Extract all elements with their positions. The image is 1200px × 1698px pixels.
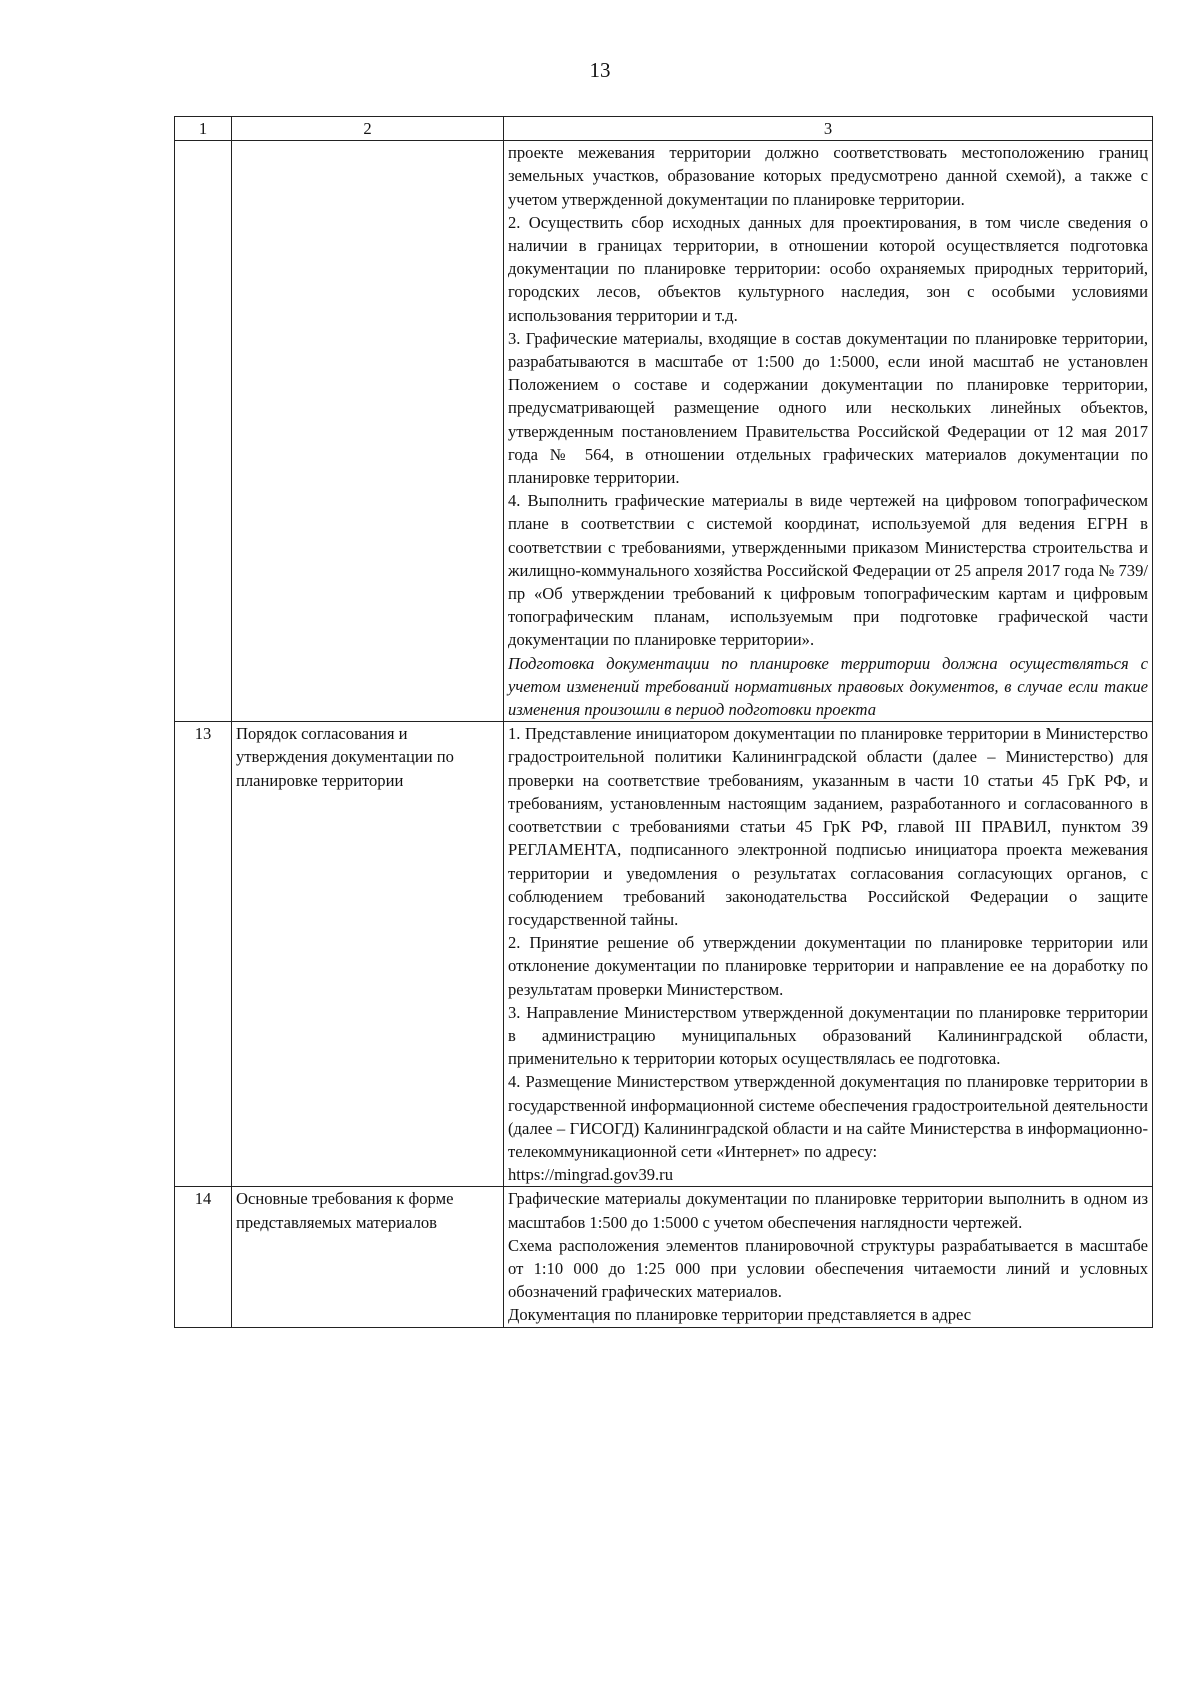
table-header-row [175,117,1153,141]
paragraph: 4. Размещение Министерством утвержденной документация по планировке территории в государственной информационной системе обеспечения градостроительной деятельности (далее – ГИСОГД) Калининградской области и на сайте Министерства в информационно-телекоммуникационной сети «Интернет» по адресу: [508,1072,1148,1161]
ministry-url: https://mingrad.gov39.ru [508,1165,674,1185]
italic-note: Подготовка документации по планировке территории должна осуществляться с учетом изменений требований нормативных правовых документов, в случае если такие изменения произошли в период подготовки проекта [508,653,1148,720]
paragraph: проекте межевания территории должно соответствовать местоположению границ земельных участков, образование которых предусмотрено данной схемой), а также с учетом утвержденной документации по планировке территории. [508,143,1148,209]
row-number [175,141,232,722]
paragraph: 2. Осуществить сбор исходных данных для проектирования, в том числе сведения о наличии в границах территории, в отношении которой осуществляется подготовка документации по планировке территории: особо охраняемых природных территорий, городских лесов, объектов культурного наследия, зон с особыми условиями использования территории и т.д. [508,212,1148,325]
row-title: Основные требования к форме представляемых материалов [232,1187,504,1327]
paragraph: 3. Графические материалы, входящие в состав документации по планировке территории, разрабатываются в масштабе от 1:500 до 1:5000, если иной масштаб не установлен Положением о составе и содержании документации по планировке территории, предусматривающей размещение одного или нескольких линейных объектов, утвержденным постановлением Правительства Российской Федерации от 12 мая 2017 года № 564, в отношении отдельных графических материалов документации по планировке территории. [508,328,1148,488]
table-row [175,141,1153,722]
table-row [175,1187,1153,1327]
paragraph: 2. Принятие решение об утверждении документации по планировке территории или отклонение документации по планировке территории и направление ее на доработку по результатам проверки Министерством. [508,933,1148,999]
header-col-3: 3 [504,117,1153,141]
row-content [504,1187,1153,1327]
paragraph: 3. Направление Министерством утвержденной документации по планировке территории в администрацию муниципальных образований Калининградской области, применительно к территории которых осуществлялась ее подготовка. [508,1002,1148,1069]
row-number: 13 [175,722,232,1187]
page-number: 13 [589,58,611,82]
requirements-table [174,116,1153,1328]
row-content [504,141,1153,722]
row-title: Порядок согласования и утверждения документации по планировке территории [232,722,504,1187]
paragraph: 4. Выполнить графические материалы в виде чертежей на цифровом топографическом плане в соответствии с системой координат, используемой для ведения ЕГРН в соответствии с требованиями, утвержденными приказом Министерства строительства и жилищно-коммунального хозяйства Российской Федерации от 25 апреля 2017 года № 739/пр «Об утверждении требований к цифровым топографическим картам и цифровым топографическим планам, используемым при подготовке графической части документации по планировке территории». [508,491,1148,650]
row-title [232,141,504,722]
header-col-2: 2 [232,117,504,141]
row-number: 14 [175,1187,232,1327]
paragraph: 1. Представление инициатором документации по планировке территории в Министерство градостроительной политики Калининградской области (далее – Министерство) для проверки на соответствие требованиям, указанным в части 10 статьи 45 ГрК РФ, и требованиям, установленным настоящим заданием, разработанного и согласованного в соответствии с требованиями статьи 45 ГрК РФ, главой III ПРАВИЛ, пунктом 39 РЕГЛАМЕНТА, подписанного электронной подписью инициатора проекта межевания территории и уведомления о результатах согласования согласующих органов, с соблюдением требований законодательства Российской Федерации о защите государственной тайны. [508,724,1148,929]
table-row [175,722,1153,1187]
row-content [504,722,1153,1187]
header-col-1: 1 [175,117,232,141]
paragraph: Схема расположения элементов планировочной структуры разрабатывается в масштабе от 1:10 000 до 1:25 000 при условии обеспечения читаемости линий и условных обозначений графических материалов. [508,1235,1148,1302]
paragraph: Графические материалы документации по планировке территории выполнить в одном из масштабов 1:500 до 1:5000 с учетом обеспечения наглядности чертежей. [508,1189,1148,1232]
paragraph: Документация по планировке территории представляется в адрес [508,1305,972,1325]
